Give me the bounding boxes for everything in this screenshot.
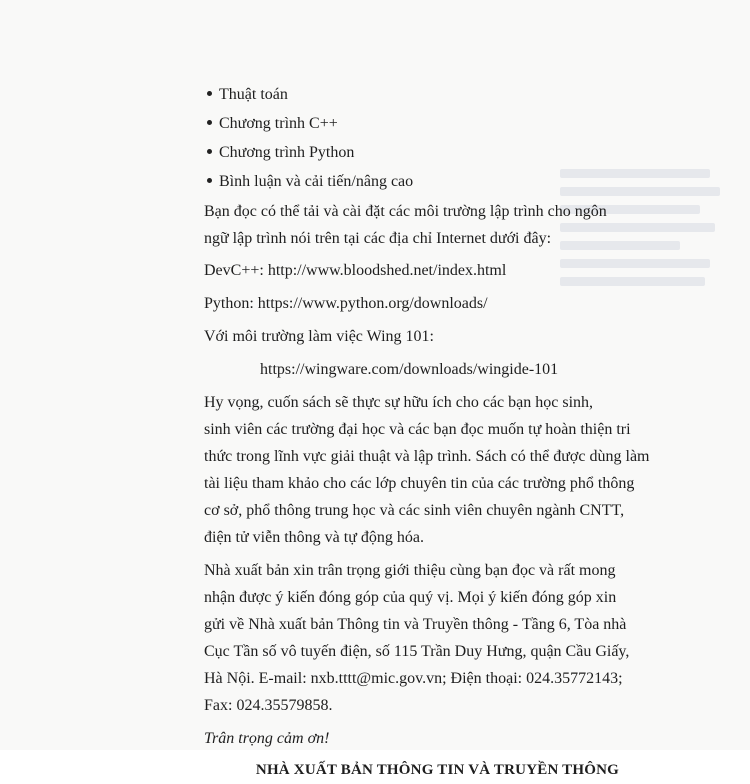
list-item <box>204 80 619 109</box>
text-line: Hy vọng, cuốn sách sẽ thực sự hữu ích cho các bạn học sinh, <box>204 394 594 411</box>
list-item <box>204 167 619 196</box>
list-item-text: Thuật toán <box>219 86 288 103</box>
list-item <box>204 109 619 138</box>
publisher-signature: NHÀ XUẤT BẢN THÔNG TIN VÀ TRUYỀN THÔNG <box>255 762 619 778</box>
text-line: sinh viên các trường đại học và các bạn đọc muốn tự hoàn thiện tri <box>204 421 631 438</box>
text-line: Bạn đọc có thể tải và cài đặt các môi trường lập trình cho ngôn <box>204 203 607 220</box>
wing-url: https://wingware.com/downloads/wingide-101 <box>260 361 559 378</box>
text-line: cơ sở, phổ thông trung học và các sinh viên chuyên ngành CNTT, <box>204 502 625 519</box>
text-line: Nhà xuất bản xin trân trọng giới thiệu cùng bạn đọc và rất mong <box>204 562 616 579</box>
text-line: Cục Tần số vô tuyến điện, số 115 Trần Duy Hưng, quận Cầu Giấy, <box>204 643 630 660</box>
text-line: ngữ lập trình nói trên tại các địa chỉ Internet dưới đây: <box>204 230 552 247</box>
list-item <box>204 138 619 167</box>
text-line: tài liệu tham khảo cho các lớp chuyên tin của các trường phổ thông <box>204 475 635 492</box>
devcpp-line: DevC++: http://www.bloodshed.net/index.html <box>204 262 507 279</box>
intro-paragraph <box>204 198 619 252</box>
bullet-icon <box>207 120 212 125</box>
text-line: Hà Nội. E-mail: nxb.tttt@mic.gov.vn; Điện thoại: 024.35772143; <box>204 670 623 687</box>
text-line: Fax: 024.35579858. <box>204 697 333 714</box>
bullet-list <box>204 80 619 196</box>
python-line: Python: https://www.python.org/downloads/ <box>204 295 488 312</box>
page-content <box>204 80 650 784</box>
bullet-icon <box>207 149 212 154</box>
text-line: thức trong lĩnh vực giải thuật và lập trình. Sách có thể được dùng làm <box>204 448 650 465</box>
thanks-line: Trân trọng cảm ơn! <box>204 730 330 747</box>
bullet-icon <box>207 178 212 183</box>
bullet-icon <box>207 91 212 96</box>
text-line: gửi về Nhà xuất bản Thông tin và Truyền thông - Tầng 6, Tòa nhà <box>204 616 627 633</box>
text-line: điện tử viễn thông và tự động hóa. <box>204 529 424 546</box>
hope-paragraph <box>204 389 650 551</box>
text-line: nhận được ý kiến đóng góp của quý vị. Mọi ý kiến đóng góp xin <box>204 589 617 606</box>
wing-intro: Với môi trường làm việc Wing 101: <box>204 328 434 345</box>
list-item-text: Chương trình C++ <box>219 115 338 132</box>
list-item-text: Chương trình Python <box>219 144 355 161</box>
list-item-text: Bình luận và cải tiến/nâng cao <box>219 173 414 190</box>
publisher-paragraph <box>204 557 630 719</box>
